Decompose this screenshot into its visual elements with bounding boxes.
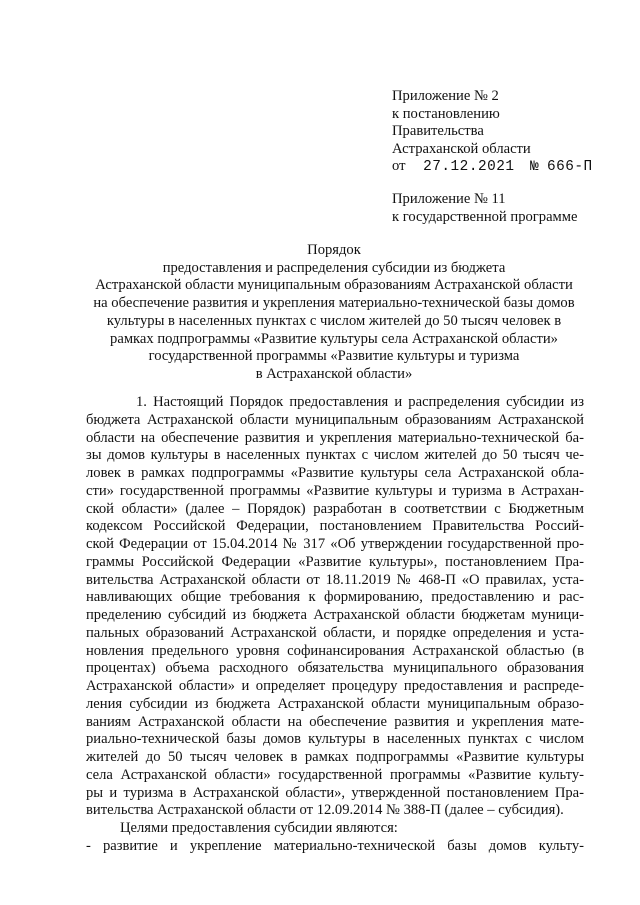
paragraph-line: жителей до 50 тысяч человек в рамках подпрограммы «Развитие культуры xyxy=(86,749,584,765)
title-line: рамках подпрограммы «Развитие культуры села Астраханской области» xyxy=(110,330,558,347)
decree-number-stamp: 666-П xyxy=(546,159,593,176)
appendix-2-line-3: Правительства xyxy=(392,123,484,140)
paragraph-line: вительства Астраханской области от 18.11.2019 № 468-П «О правилах, уста- xyxy=(86,571,584,588)
paragraph-line: 1. Настоящий Порядок предоставления и распределения субсидии из xyxy=(136,394,584,410)
paragraph-line: процентах) объема расходного обязательства муниципального образования xyxy=(86,660,584,677)
appendix-2-title: Приложение № 2 xyxy=(392,88,499,104)
body-text xyxy=(86,394,584,856)
paragraph-line: граммы Российской Федерации «Развитие культуры», постановлением Пра- xyxy=(86,553,584,570)
appendix-11-header xyxy=(392,191,622,226)
paragraph-line: ваниям Астраханской области на обеспечение развития и укрепления мате- xyxy=(86,713,584,730)
appendix-2-header xyxy=(392,88,622,177)
paragraph-line: сти» государственной программы «Развитие культуры и туризма в Астрахан- xyxy=(86,482,584,499)
paragraph-line: ловек в рамках подпрограммы «Развитие культуры села Астраханской обла- xyxy=(86,465,584,481)
paragraph-line: зы домов культуры в населенных пунктах с числом жителей до 50 тысяч че- xyxy=(86,447,584,464)
title-line: в Астраханской области» xyxy=(255,365,413,382)
title-heading: Порядок xyxy=(307,242,361,258)
date-prefix: от xyxy=(392,158,406,175)
appendix-11-title: Приложение № 11 xyxy=(392,191,506,207)
appendix-11-line-2: к государственной программе xyxy=(392,208,578,225)
appendix-2-line-2: к постановлению xyxy=(392,105,500,122)
list-item: - развитие и укрепление материально-технической базы домов культу- xyxy=(86,837,584,854)
paragraph-line: новления предельного уровня софинансирования Астраханской областью (в xyxy=(86,642,584,659)
title-line: предоставления и распределения субсидии из бюджета xyxy=(162,259,506,276)
paragraph-line: пальных образований Астраханской области, и порядке определения и уста- xyxy=(86,624,584,641)
title-line: культуры в населенных пунктах с числом жителей до 50 тысяч человек в xyxy=(106,312,562,329)
paragraph-line: села Астраханской области» государственной программы «Развитие культу- xyxy=(86,766,584,783)
paragraph-line: области на обеспечение развития и укрепления материально-технической ба- xyxy=(86,429,584,446)
paragraph-line: риально-технической базы домов культуры в населенных пунктах с числом xyxy=(86,731,584,748)
paragraph-line: Целями предоставления субсидии являются: xyxy=(120,820,398,836)
paragraph-line: бюджета Астраханской области муниципальным образованиям Астраханской xyxy=(86,411,584,428)
paragraph-line: Астраханской области» и определяет процедуру предоставления и распреде- xyxy=(86,678,584,694)
appendix-2-line-4: Астраханской области xyxy=(392,140,531,157)
paragraph-line: ления субсидии из бюджета Астраханской области муниципальным образо- xyxy=(86,695,584,712)
paragraph-line: кодексом Российской Федерации, постановлением Правительства Россий- xyxy=(86,518,584,535)
paragraph-line: ры и туризма в Астраханской области», утвержденной постановлением Пра- xyxy=(86,784,584,801)
title-line: Астраханской области муниципальным образованиям Астраханской области xyxy=(95,277,573,294)
document-title xyxy=(84,242,584,384)
paragraph-line: ской области» (далее – Порядок) разработан в соответствии с Бюджетным xyxy=(86,500,584,517)
paragraph-line: ской Федерации от 15.04.2014 № 317 «Об утверждении государственной про- xyxy=(86,536,584,552)
title-line: государственной программы «Развитие культуры и туризма xyxy=(148,348,520,365)
paragraph-line: навливающих общие требования к формированию, предоставлению и рас- xyxy=(86,589,584,606)
appendix-2-date-line xyxy=(392,158,622,177)
number-sign: № xyxy=(530,159,540,176)
paragraph-line: пределению субсидий из бюджета Астраханской области бюджетам муници- xyxy=(86,607,584,623)
decree-date-stamp: 27.12.2021 xyxy=(423,159,515,176)
title-line: на обеспечение развития и укрепления материально-технической базы домов xyxy=(93,295,575,312)
paragraph-line: вительства Астраханской области от 12.09.2014 № 388-П (далее – субсидия). xyxy=(86,802,564,819)
